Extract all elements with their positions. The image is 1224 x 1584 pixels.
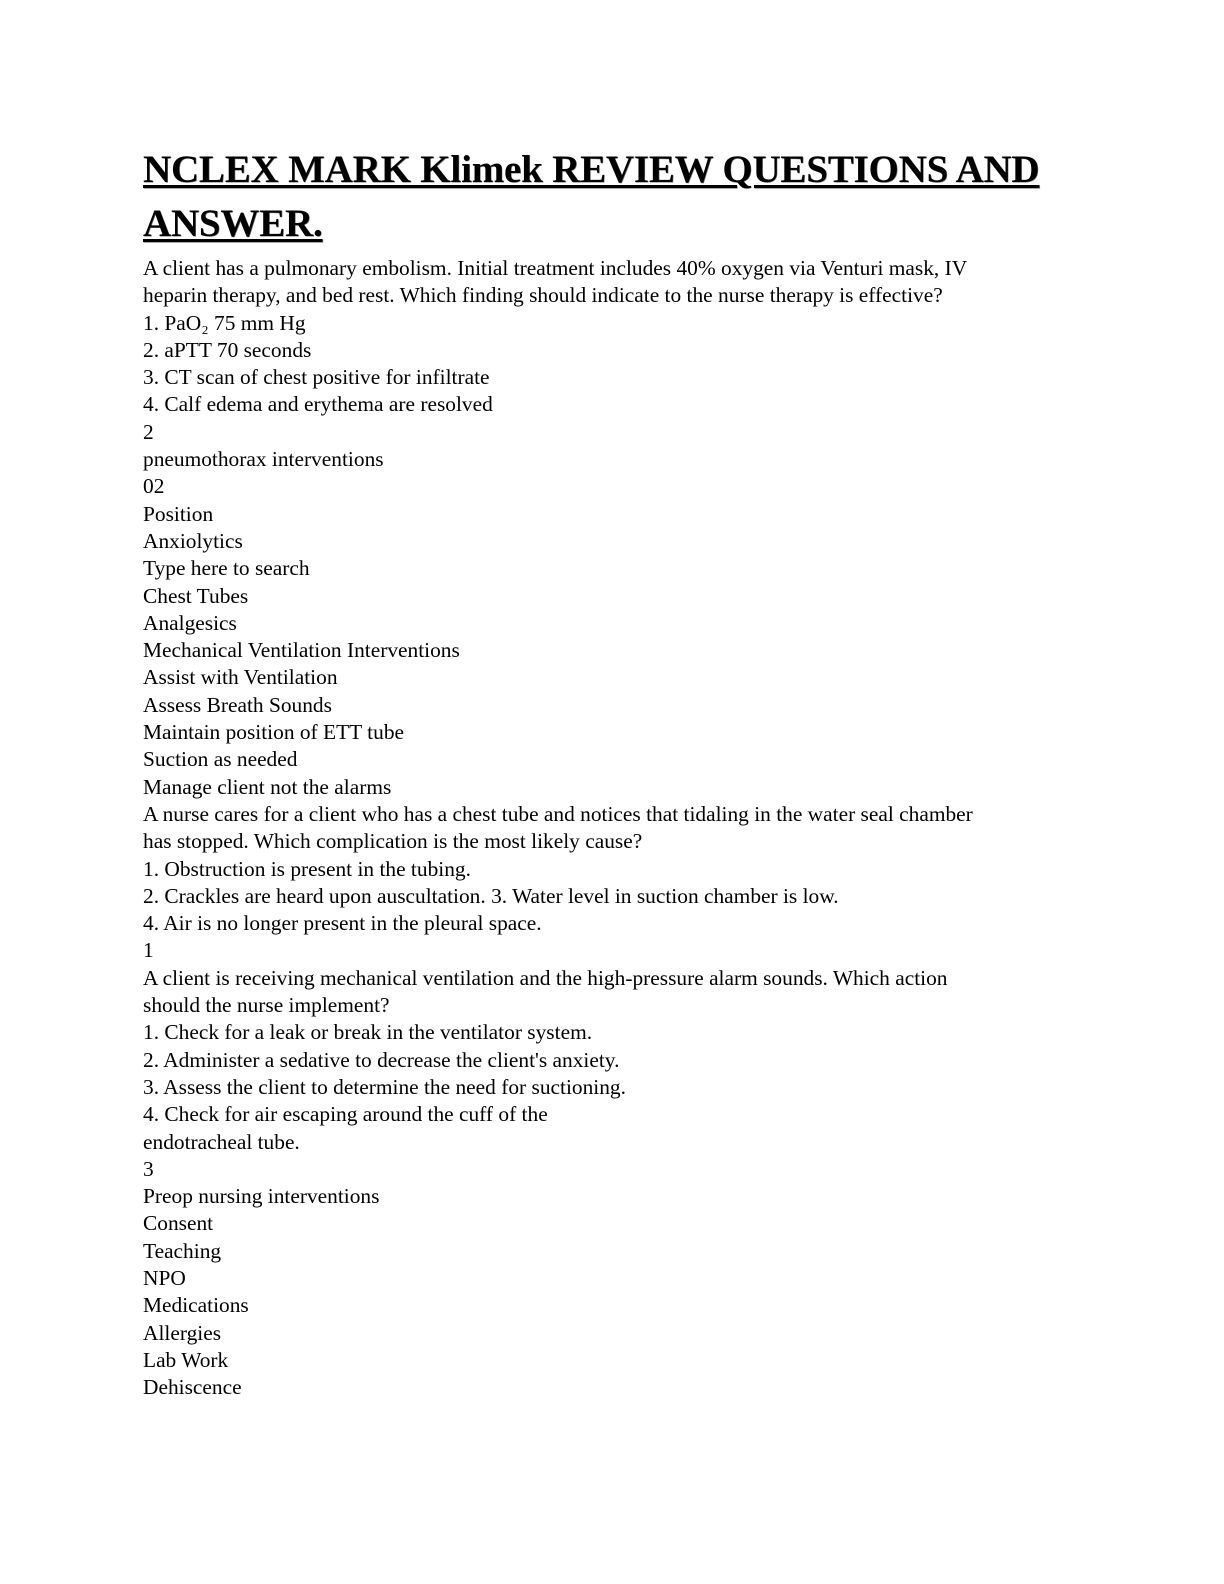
text-line: A client is receiving mechanical ventilation and the high-pressure alarm sounds. Which action [143,965,948,990]
list-item: Anxiolytics [143,528,243,553]
list-item: Allergies [143,1320,222,1345]
answer-option: 4. Calf edema and erythema are resolved [143,392,493,417]
answer-option: 4. Air is no longer present in the pleural space. [143,911,542,936]
list-item: Medications [143,1293,249,1318]
answer-option: 1. Check for a leak or break in the ventilator system. [143,1020,593,1045]
section-heading: Mechanical Ventilation Interventions [143,638,460,663]
list-item: Dehiscence [143,1375,242,1400]
text-line: heparin therapy, and bed rest. Which finding should indicate to the nurse therapy is effective? [143,283,943,308]
list-item: Teaching [143,1238,222,1263]
list-item: 02 [143,474,165,499]
list-item: Lab Work [143,1347,229,1372]
list-item: Assist with Ventilation [143,665,338,690]
list-item: Position [143,501,214,526]
answer-key: 3 [143,1156,154,1181]
text-line: has stopped. Which complication is the most likely cause? [143,829,643,854]
answer-key: 2 [143,419,154,444]
list-item: Suction as needed [143,747,298,772]
document-title: NCLEX MARK Klimek REVIEW QUESTIONS AND ANSWER. [143,148,1040,245]
answer-option: 4. Check for air escaping around the cuff of the [143,1102,548,1127]
list-item: Manage client not the alarms [143,774,392,799]
answer-option: 2. Crackles are heard upon auscultation. 3. Water level in suction chamber is low. [143,883,839,908]
text-line: A nurse cares for a client who has a chest tube and notices that tidaling in the water seal chamber [143,801,973,826]
document-body [143,255,1083,1401]
text-line: A client has a pulmonary embolism. Initial treatment includes 40% oxygen via Venturi mask, IV [143,256,968,280]
answer-option: endotracheal tube. [143,1129,300,1154]
answer-option: 3. Assess the client to determine the need for suctioning. [143,1074,626,1099]
list-item: NPO [143,1265,186,1290]
answer-option: 2. Administer a sedative to decrease the client's anxiety. [143,1047,620,1072]
list-item: Analgesics [143,610,237,635]
text-line: should the nurse implement? [143,993,390,1018]
answer-option: 1. Obstruction is present in the tubing. [143,856,471,881]
answer-key: 1 [143,938,154,963]
answer-option: 1. PaO₂ 75 mm Hg [143,310,306,335]
answer-option: 3. CT scan of chest positive for infiltrate [143,365,490,390]
section-heading: pneumothorax interventions [143,447,384,472]
list-item: Assess Breath Sounds [143,692,332,717]
answer-option: 2. aPTT 70 seconds [143,337,312,362]
document-page [143,143,1083,1401]
list-item: Type here to search [143,556,310,581]
section-heading: Preop nursing interventions [143,1184,380,1209]
list-item: Maintain position of ETT tube [143,720,405,745]
list-item: Chest Tubes [143,583,249,608]
list-item: Consent [143,1211,214,1236]
